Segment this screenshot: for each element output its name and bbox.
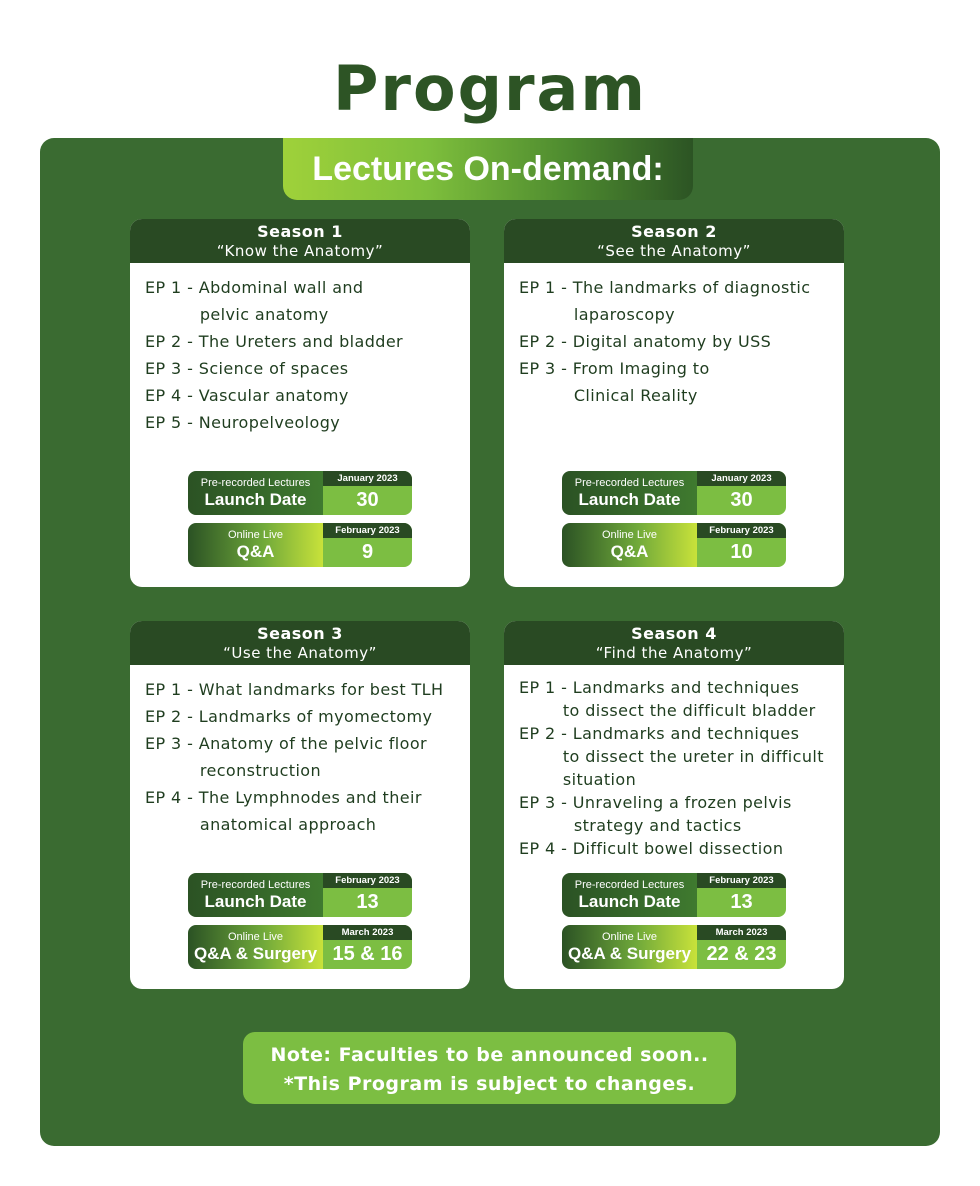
qa-month: March 2023	[697, 925, 786, 940]
launch-small-label: Pre-recorded Lectures	[200, 879, 311, 891]
qa-big-label: Q&A	[236, 542, 275, 561]
episode-list	[519, 274, 838, 409]
episode-line: EP 3 - Science of spaces	[145, 359, 349, 378]
qa-date-badge	[188, 523, 412, 567]
episode-line: EP 1 - What landmarks for best TLH	[145, 680, 444, 699]
qa-small-label: Online Live	[227, 529, 284, 541]
season-card-4	[504, 621, 844, 989]
banner-label: Lectures On-demand:	[312, 149, 664, 188]
launch-day: 30	[730, 489, 753, 511]
episode-line: EP 5 - Neuropelveology	[145, 413, 341, 432]
episode-line: EP 1 - The landmarks of diagnostic	[519, 278, 811, 297]
launch-small-label: Pre-recorded Lectures	[574, 477, 685, 489]
episode-line: EP 1 - Landmarks and techniques	[519, 678, 800, 697]
season-subtitle: “Know the Anatomy”	[216, 242, 384, 260]
season-header	[504, 219, 844, 263]
episode-line: EP 4 - The Lymphnodes and their	[145, 788, 422, 807]
qa-small-label: Online Live	[601, 931, 658, 943]
episode-line: EP 3 - Anatomy of the pelvic floor	[145, 734, 427, 753]
launch-month: January 2023	[697, 471, 786, 486]
qa-date-badge	[188, 925, 412, 969]
launch-date-badge	[562, 873, 786, 917]
episode-line: anatomical approach	[145, 815, 377, 834]
episode-line: to dissect the difficult bladder	[519, 701, 816, 720]
launch-small-label: Pre-recorded Lectures	[200, 477, 311, 489]
lectures-banner	[283, 138, 693, 200]
qa-month: February 2023	[323, 523, 412, 538]
qa-small-label: Online Live	[227, 931, 284, 943]
season-header	[504, 621, 844, 665]
launch-date-badge	[188, 873, 412, 917]
season-subtitle: “See the Anatomy”	[597, 242, 751, 260]
launch-small-label: Pre-recorded Lectures	[574, 879, 685, 891]
qa-big-label: Q&A & Surgery	[193, 944, 318, 963]
episode-line: EP 2 - Landmarks and techniques	[519, 724, 800, 743]
episode-list	[145, 274, 464, 436]
season-title: Season 1	[257, 222, 343, 241]
note-line-2: *This Program is subject to changes.	[283, 1073, 696, 1095]
launch-day: 13	[356, 891, 379, 913]
launch-month: February 2023	[323, 873, 412, 888]
episode-line: EP 4 - Vascular anatomy	[145, 386, 349, 405]
launch-day: 13	[730, 891, 753, 913]
season-card-1	[130, 219, 470, 587]
qa-month: February 2023	[697, 523, 786, 538]
episode-line: EP 4 - Difficult bowel dissection	[519, 839, 784, 858]
launch-day: 30	[356, 489, 379, 511]
qa-big-label: Q&A & Surgery	[567, 944, 692, 963]
qa-big-label: Q&A	[610, 542, 649, 561]
episode-line: situation	[519, 770, 637, 789]
episode-line: strategy and tactics	[519, 816, 742, 835]
season-subtitle: “Find the Anatomy”	[595, 644, 753, 662]
launch-date-badge	[562, 471, 786, 515]
episode-line: reconstruction	[145, 761, 322, 780]
season-title: Season 2	[631, 222, 717, 241]
qa-day: 15 & 16	[332, 943, 403, 965]
page-title: Program	[332, 52, 647, 125]
episode-line: pelvic anatomy	[145, 305, 329, 324]
qa-date-badge	[562, 523, 786, 567]
season-title: Season 3	[257, 624, 343, 643]
episode-line: EP 2 - Digital anatomy by USS	[519, 332, 772, 351]
launch-big-label: Launch Date	[204, 490, 307, 509]
season-card-2	[504, 219, 844, 587]
episode-line: EP 1 - Abdominal wall and	[145, 278, 364, 297]
season-subtitle: “Use the Anatomy”	[223, 644, 377, 662]
launch-big-label: Launch Date	[578, 892, 681, 911]
qa-month: March 2023	[323, 925, 412, 940]
qa-day: 10	[730, 541, 753, 563]
season-title: Season 4	[631, 624, 717, 643]
episode-line: EP 2 - The Ureters and bladder	[145, 332, 404, 351]
season-header	[130, 219, 470, 263]
launch-big-label: Launch Date	[578, 490, 681, 509]
episode-line: EP 3 - Unraveling a frozen pelvis	[519, 793, 792, 812]
launch-month: January 2023	[323, 471, 412, 486]
qa-day: 22 & 23	[706, 943, 777, 965]
season-card-3	[130, 621, 470, 989]
launch-month: February 2023	[697, 873, 786, 888]
episode-line: Clinical Reality	[519, 386, 698, 405]
launch-date-badge	[188, 471, 412, 515]
qa-date-badge	[562, 925, 786, 969]
episode-list	[519, 676, 838, 860]
episode-list	[145, 676, 464, 838]
qa-day: 9	[361, 541, 374, 563]
program-note	[243, 1032, 736, 1104]
season-header	[130, 621, 470, 665]
episode-line: EP 2 - Landmarks of myomectomy	[145, 707, 433, 726]
episode-line: EP 3 - From Imaging to	[519, 359, 710, 378]
episode-line: to dissect the ureter in difficult	[519, 747, 824, 766]
qa-small-label: Online Live	[601, 529, 658, 541]
episode-line: laparoscopy	[519, 305, 676, 324]
launch-big-label: Launch Date	[204, 892, 307, 911]
note-line-1: Note: Faculties to be announced soon..	[270, 1044, 709, 1066]
